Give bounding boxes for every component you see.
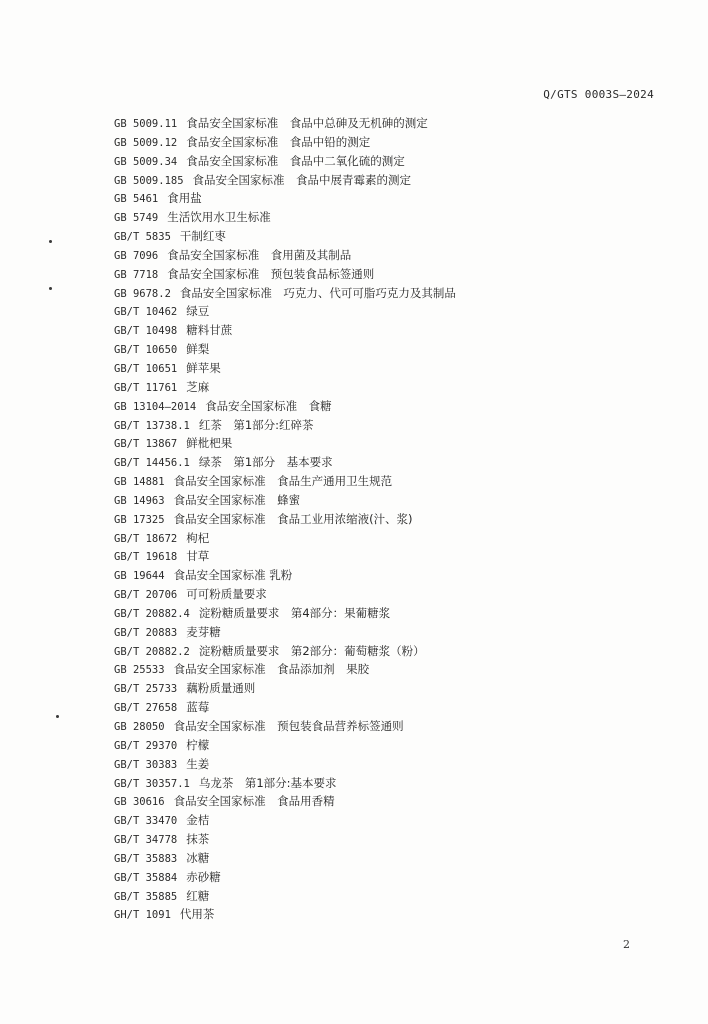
- reference-title: 食品安全国家标准 预包装食品营养标签通则: [173, 719, 404, 733]
- reference-item: [114, 171, 654, 190]
- reference-code: GB/T 18672: [114, 532, 178, 545]
- reference-title: 生活饮用水卫生标准: [167, 210, 271, 225]
- reference-code: GB/T 34778: [114, 834, 178, 847]
- reference-code: GB/T 20706: [114, 589, 178, 602]
- reference-item: [114, 321, 654, 340]
- reference-code: GB/T 30383: [114, 758, 178, 771]
- reference-code: GB 9678.2: [114, 287, 171, 300]
- reference-item: [114, 152, 654, 171]
- reference-title: 抹茶: [186, 832, 210, 847]
- reference-code: GB 5749: [114, 212, 159, 225]
- reference-code: GB 25533: [114, 664, 165, 677]
- reference-title: 柠檬: [186, 737, 210, 752]
- reference-item: [114, 868, 654, 887]
- reference-item: [114, 849, 654, 868]
- reference-item: [114, 811, 654, 830]
- reference-title: 干制红枣: [179, 229, 226, 244]
- reference-title: 芝麻: [186, 379, 210, 394]
- reference-title: 食品安全国家标准 乳粉: [173, 568, 293, 583]
- reference-title: 食品安全国家标准 食品工业用浓缩液(汁、浆): [173, 511, 413, 526]
- reference-item: [114, 679, 654, 698]
- reference-title: 红糖: [186, 888, 210, 903]
- scan-speck: [49, 287, 52, 290]
- reference-title: 藕粉质量通则: [186, 681, 256, 696]
- reference-code: GB/T 30357.1: [114, 777, 190, 790]
- reference-code: GB/T 25733: [114, 683, 178, 696]
- reference-code: GB/T 35884: [114, 871, 178, 884]
- document-code: Q/GTS 0003S—2024: [543, 88, 654, 101]
- reference-item: [114, 510, 654, 529]
- reference-code: GB/T 13738.1: [114, 419, 190, 432]
- reference-item: [114, 302, 654, 321]
- reference-item: [114, 830, 654, 849]
- reference-code: GB/T 35885: [114, 890, 178, 903]
- reference-code: GB/T 35883: [114, 852, 178, 865]
- page-number: 2: [623, 938, 630, 951]
- reference-code: GB/T 11761: [114, 381, 178, 394]
- reference-code: GB/T 20883: [114, 626, 178, 639]
- reference-title: 鲜梨: [186, 342, 210, 357]
- reference-item: [114, 905, 654, 924]
- reference-item: [114, 434, 654, 453]
- reference-title: 食品安全国家标准 食用菌及其制品: [167, 247, 352, 262]
- reference-code: GB 17325: [114, 513, 165, 526]
- reference-item: [114, 397, 654, 416]
- reference-title: 食品安全国家标准 预包装食品标签通则: [167, 266, 375, 281]
- reference-title: 乌龙茶 第1部分:基本要求: [198, 775, 337, 790]
- reference-code: GB 5009.185: [114, 174, 184, 187]
- reference-code: GB 5461: [114, 193, 159, 206]
- reference-title: 食品安全国家标准 食品添加剂 果胶: [173, 662, 370, 677]
- scan-speck: [56, 715, 59, 718]
- reference-code: GB 5009.11: [114, 118, 178, 130]
- reference-title: 食品安全国家标准 蜂蜜: [173, 492, 301, 507]
- reference-item: [114, 491, 654, 510]
- reference-code: GB/T 5835: [114, 231, 171, 244]
- reference-title: 甘草: [186, 549, 210, 564]
- reference-title: 可可粉质量要求: [186, 587, 267, 602]
- reference-title: 生姜: [186, 756, 210, 771]
- reference-item: [114, 792, 654, 811]
- reference-title: 食品安全国家标准 食品中二氧化硫的测定: [186, 153, 405, 168]
- reference-title: 食品安全国家标准 巧克力、代可可脂巧克力及其制品: [179, 285, 456, 300]
- reference-title: 冰糖: [186, 850, 210, 865]
- reference-code: GB 14881: [114, 476, 165, 489]
- reference-item: [114, 472, 654, 491]
- reference-item: [114, 340, 654, 359]
- reference-code: GB/T 19618: [114, 551, 178, 564]
- reference-title: 枸杞: [186, 530, 210, 545]
- reference-code: GB/T 14456.1: [114, 457, 190, 470]
- scan-speck: [49, 240, 52, 243]
- reference-code: GB/T 13867: [114, 438, 178, 451]
- reference-title: 代用茶: [179, 907, 215, 922]
- reference-code: GB 13104—2014: [114, 400, 197, 413]
- reference-code: GB/T 10498: [114, 325, 178, 338]
- reference-title: 糖料甘蔗: [186, 323, 233, 338]
- reference-title: 蓝莓: [186, 700, 210, 715]
- reference-code: GB 19644: [114, 570, 165, 583]
- reference-item: [114, 717, 654, 736]
- reference-item: [114, 585, 654, 604]
- reference-title: 食用盐: [167, 191, 202, 206]
- reference-code: GH/T 1091: [114, 909, 171, 922]
- reference-title: 食品安全国家标准 食品中展青霉素的测定: [192, 172, 412, 187]
- reference-title: 食品安全国家标准 食品用香精: [173, 794, 335, 809]
- reference-title: 食品安全国家标准 食品生产通用卫生规范: [173, 474, 393, 489]
- reference-title: 麦芽糖: [186, 624, 221, 639]
- reference-item: [114, 566, 654, 585]
- reference-item: [114, 378, 654, 397]
- reference-code: GB 7718: [114, 268, 159, 281]
- reference-title: 绿豆: [186, 304, 210, 319]
- reference-code: GB/T 27658: [114, 702, 178, 715]
- reference-item: [114, 698, 654, 717]
- reference-item: [114, 208, 654, 227]
- reference-code: GB/T 10651: [114, 362, 178, 375]
- reference-title: 食品安全国家标准 食品中总砷及无机砷的测定: [186, 116, 428, 130]
- reference-code: GB 14963: [114, 494, 165, 507]
- reference-code: GB/T 33470: [114, 815, 178, 828]
- reference-title: 鲜苹果: [186, 360, 221, 375]
- reference-title: 绿茶 第1部分 基本要求: [198, 455, 333, 470]
- reference-title: 淀粉糖质量要求 第2部分：葡萄糖浆（粉）: [198, 643, 425, 658]
- reference-item: [114, 359, 654, 378]
- reference-title: 金桔: [186, 813, 210, 828]
- reference-item: [114, 642, 654, 661]
- reference-item: [114, 547, 654, 566]
- reference-item: [114, 887, 654, 906]
- reference-code: GB 30616: [114, 796, 165, 809]
- reference-code: GB/T 29370: [114, 739, 178, 752]
- reference-item: [114, 623, 654, 642]
- reference-title: 赤砂糖: [186, 869, 221, 884]
- reference-code: GB 5009.12: [114, 136, 178, 149]
- reference-title: 食品安全国家标准 食糖: [205, 398, 332, 413]
- reference-item: [114, 189, 654, 208]
- reference-item: [114, 604, 654, 623]
- reference-item: [114, 265, 654, 284]
- reference-item: [114, 774, 654, 793]
- reference-title: 淀粉糖质量要求 第4部分：果葡糖浆: [198, 605, 391, 620]
- reference-item: [114, 133, 654, 152]
- reference-item: [114, 114, 654, 133]
- reference-code: GB 7096: [114, 249, 159, 262]
- reference-item: [114, 529, 654, 548]
- reference-title: 食品安全国家标准 食品中铅的测定: [186, 134, 371, 149]
- reference-item: [114, 246, 654, 265]
- normative-references-list: [114, 114, 654, 924]
- reference-item: [114, 453, 654, 472]
- reference-code: GB/T 10462: [114, 306, 178, 319]
- reference-item: [114, 755, 654, 774]
- reference-item: [114, 660, 654, 679]
- reference-item: [114, 227, 654, 246]
- reference-item: [114, 416, 654, 435]
- reference-code: GB/T 20882.4: [114, 607, 190, 620]
- reference-code: GB 5009.34: [114, 155, 178, 168]
- reference-title: 鲜枇杷果: [186, 436, 233, 451]
- reference-code: GB/T 20882.2: [114, 645, 190, 658]
- reference-code: GB 28050: [114, 721, 165, 733]
- reference-title: 红茶 第1部分:红碎茶: [198, 417, 314, 432]
- reference-code: GB/T 10650: [114, 344, 178, 357]
- reference-item: [114, 736, 654, 755]
- reference-item: [114, 284, 654, 303]
